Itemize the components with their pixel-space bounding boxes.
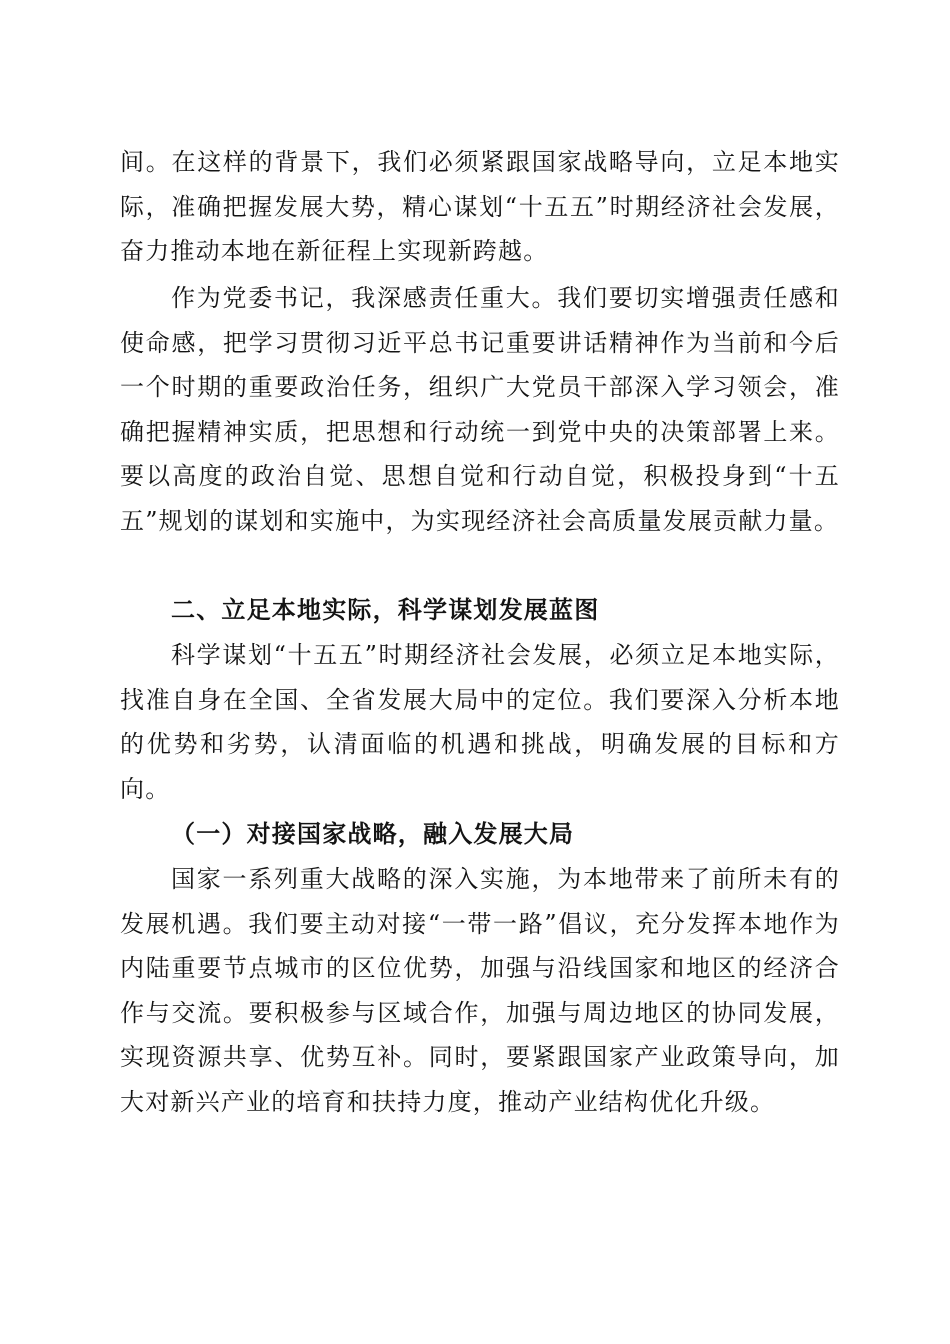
paragraph-continuation: 间。在这样的背景下，我们必须紧跟国家战略导向，立足本地实际，准确把握发展大势，精心谋划“十五五”时期经济社会发展，奋力推动本地在新征程上实现新跨越。 (120, 148, 840, 265)
section-heading: 二、立足本地实际，科学谋划发展蓝图 (171, 596, 600, 624)
paragraph-subsection: 国家一系列重大战略的深入实施，为本地带来了前所未有的发展机遇。我们要主动对接“一带一路”倡议，充分发挥本地作为内陆重要节点城市的区位优势，加强与沿线国家和地区的经济合作与交流。要积极参与区域合作，加强与周边地区的协同发展，实现资源共享、优势互补。同时，要紧跟国家产业政策导向，加大对新兴产业的培育和扶持力度，推动产业结构优化升级。 (120, 865, 840, 1116)
paragraph-section-intro: 科学谋划“十五五”时期经济社会发展，必须立足本地实际，找准自身在全国、全省发展大局中的定位。我们要深入分析本地的优势和劣势，认清面临的机遇和挑战，明确发展的目标和方向。 (120, 641, 840, 803)
subsection-heading: （一）对接国家战略，融入发展大局 (171, 819, 575, 848)
paragraph-responsibility: 作为党委书记，我深感责任重大。我们要切实增强责任感和使命感，把学习贯彻习近平总书记重要讲话精神作为当前和今后一个时期的重要政治任务，组织广大党员干部深入学习领会，准确把握精神实质，把思想和行动统一到党中央的决策部署上来。要以高度的政治自觉、思想自觉和行动自觉，积极投身到“十五五”规划的谋划和实施中，为实现经济社会高质量发展贡献力量。 (120, 284, 840, 535)
